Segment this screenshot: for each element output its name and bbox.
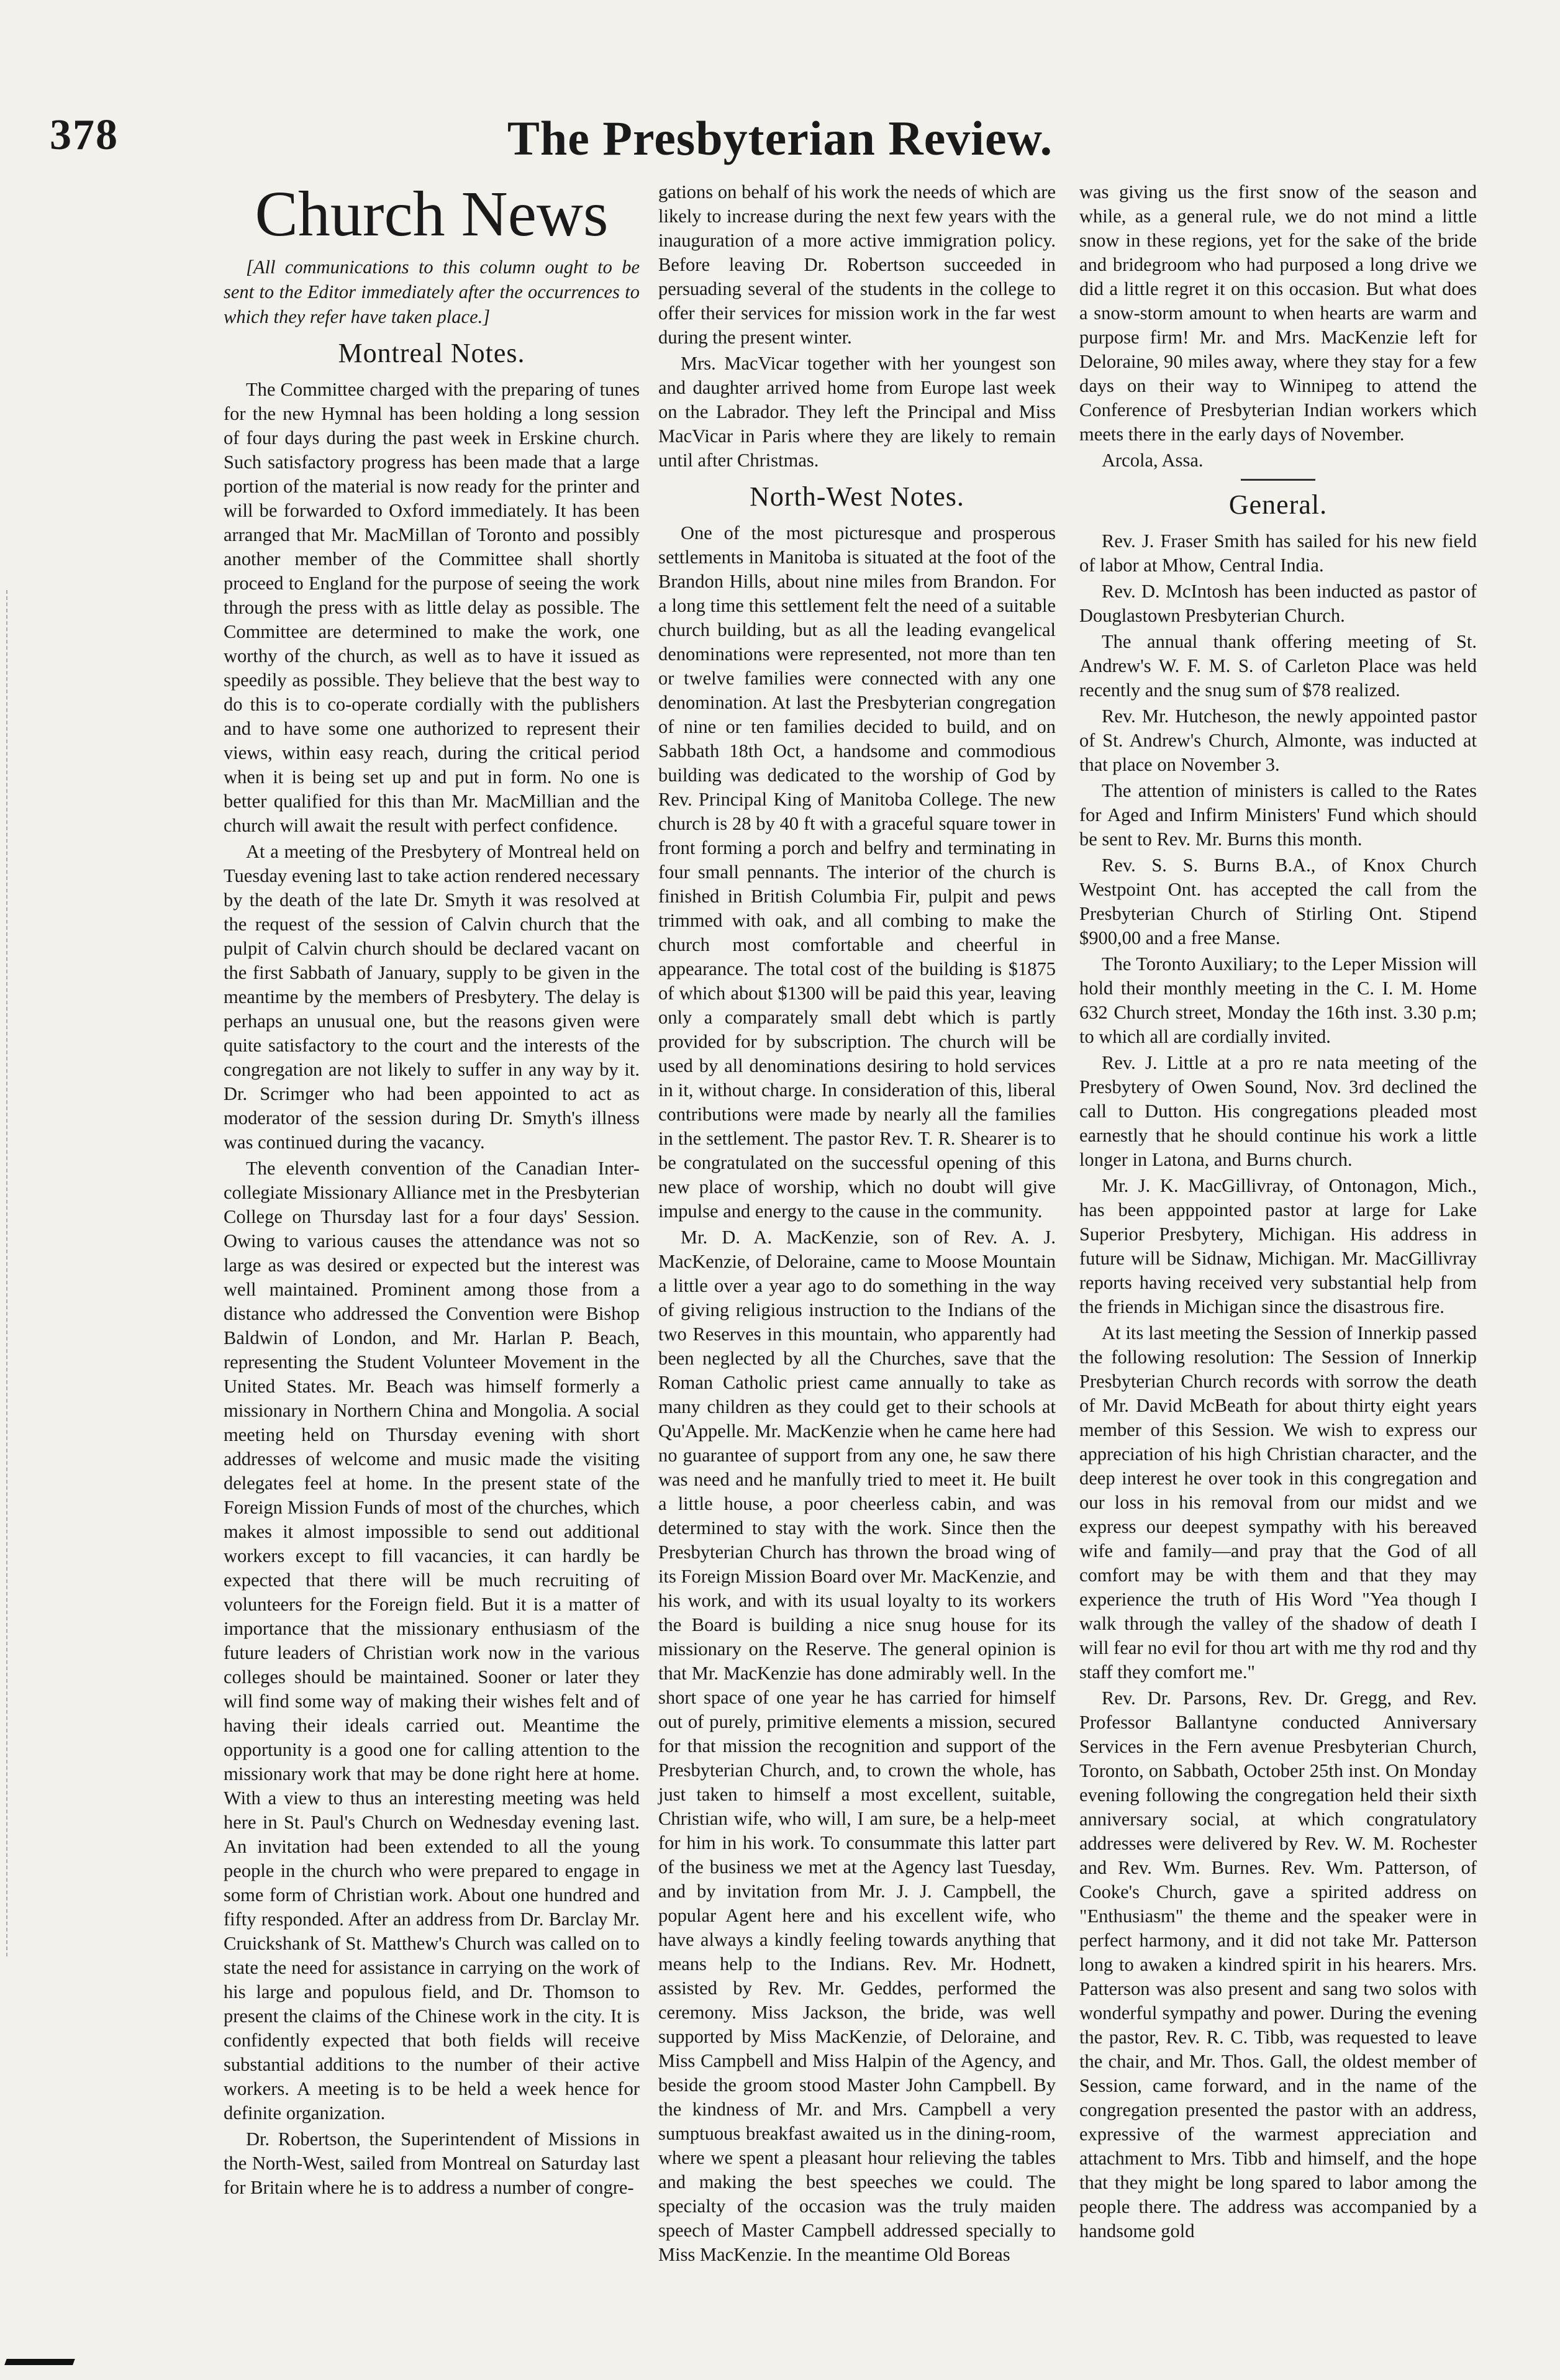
signoff-location: Arcola, Assa. [1102,450,1204,471]
article-paragraph: At its last meeting the Session of Innerkip passed the following resolution: The Session of Innerkip Presbyterian Church records with sorrow the death of Mr. David McBeath for about thirty eight years member of this Session. We wish to express our appreciation of his high Christian character, and the deep interest he over took in this congregation and our loss in his removal from our midst and we express our deepest sympathy with his bereaved wife and family—and pray that the God of all comfort may be with them and that they may experience the truth of His Word "Yea though I walk through the valley of the shadow of death I will fear no evil for thou art with me thy rod and thy staff they comfort me." [1079,1322,1477,1683]
article-paragraph: Dr. Robertson, the Superintendent of Missions in the North-West, sailed from Montreal on Saturday last for Britain where he is to address a number of congre- [224,2128,640,2198]
section-title: Church News [255,178,609,250]
article-paragraph: The Toronto Auxiliary; to the Leper Mission will hold their monthly meeting in the C. I. M. Home 632 Church street, Monday the 16th inst. 3.30 p.m; to which all are cordially invited. [1079,953,1477,1047]
column-2 [658,180,1056,2269]
article-paragraph: Mrs. MacVicar together with her youngest son and daughter arrived home from Europe last week on the Labrador. They left the Principal and Miss MacVicar in Paris where they are likely to remain until after Christmas. [658,353,1056,471]
column-3 [1079,180,1477,2245]
article-paragraph: gations on behalf of his work the needs of which are likely to increase during the next few years with the inauguration of a more active immigration policy. Before leaving Dr. Robertson succeeded in persuading several of the students in the college to offer their services for mission work in the far west during the present winter. [658,181,1056,348]
article-paragraph: Rev. J. Little at a pro re nata meeting of the Presbytery of Owen Sound, Nov. 3rd declined the call to Dutton. His congregations pleaded most earnestly that he should continue his work a little longer in Latona, and Burns church. [1079,1052,1477,1170]
article-paragraph: One of the most picturesque and prosperous settlements in Manitoba is situated at the foot of the Brandon Hills, about nine miles from Brandon. For a long time this settlement felt the need of a suitable church building, but as all the leading evangelical denominations were represented, not more than ten or twelve families were connected with any one denomination. At last the Presbyterian congregation of nine or ten families decided to build, and on Sabbath 18th Oct, a handsome and commodious building was dedicated to the worship of God by Rev. Principal King of Manitoba College. The new church is 28 by 40 ft with a graceful square tower in front forming a porch and belfry and terminating in four small pennants. The interior of the church is finished in British Columbia Fir, pulpit and pews trimmed with oak, and all combing to make the church most comfortable and cheerful in appearance. The total cost of the building is $1875 of which about $1300 will be paid this year, leaving only a comparately small debt which is partly provided for by subscription. The church will be used by all denominations desiring to hold services in it, without charge. In consideration of this, liberal contributions were made by nearly all the families in the settlement. The pastor Rev. T. R. Shearer is to be congratulated on the successful opening of this new place of worship, which no doubt will give impulse and energy to the cause in the community. [658,522,1056,1222]
article-paragraph: The attention of ministers is called to the Rates for Aged and Infirm Ministers' Fund which should be sent to Rev. Mr. Burns this month. [1079,780,1477,850]
column-1 [224,180,640,2202]
article-paragraph: Rev. S. S. Burns B.A., of Knox Church Westpoint Ont. has accepted the call from the Presbyterian Church of Stirling Ont. Stipend $900,00 and a free Manse. [1079,855,1477,948]
general-heading: General. [1228,489,1328,520]
article-paragraph: Rev. Mr. Hutcheson, the newly appointed pastor of St. Andrew's Church, Almonte, was inducted at that place on November 3. [1079,706,1477,775]
montreal-notes-heading: Montreal Notes. [338,338,525,368]
article-paragraph: Rev. Dr. Parsons, Rev. Dr. Gregg, and Rev. Professor Ballantyne conducted Anniversary Services in the Fern avenue Presbyterian Church, Toronto, on Sabbath, October 25th inst. On Monday evening following the congregation held their sixth anniversary social, at which congratulatory addresses were delivered by Rev. W. M. Rochester and Rev. Wm. Burnes. Rev. Wm. Patterson, of Cooke's Church, gave a spirited address on "Enthusiasm" the theme and the speaker were in perfect harmony, and it did not take Mr. Patterson long to awaken a kindred spirit in his hearers. Mrs. Patterson was also present and sang two solos with wonderful sympathy and power. During the evening the pastor, Rev. R. C. Tibb, was requested to leave the chair, and Mr. Thos. Gall, the oldest member of Session, came forward, and in the name of the congregation presented the pastor with an address, expressive of the warmest appreciation and attachment to Mrs. Tibb and himself, and the hope that they might be long spared to labor among the people there. The address was accompanied by a handsome gold [1079,1687,1477,2241]
divider-rule [1241,479,1315,481]
article-paragraph: Rev. D. McIntosh has been inducted as pastor of Douglastown Presbyterian Church. [1079,581,1477,626]
corner-scan-mark [4,2341,81,2365]
article-paragraph: Mr. J. K. MacGillivray, of Ontonagon, Mich., has been apppointed pastor at large for Lake Superior Presbytery, Michigan. His address in future will be Sidnaw, Michigan. Mr. MacGillivray reports having received very substantial help from the friends in Michigan since the disastrous fire. [1079,1175,1477,1317]
article-paragraph: was giving us the first snow of the season and while, as a general rule, we do not mind a little snow in these regions, yet for the sake of the bride and bridegroom who had purposed a long drive we did a little regret it on this occasion. But what does a snow-storm amount to when hearts are warm and purpose firm! Mr. and Mrs. MacKenzie left for Deloraine, 90 miles away, where they stay for a few days on their way to Winnipeg to attend the Conference of Presbyterian Indian workers which meets there in the early days of November. [1079,181,1477,445]
editor-note: [All communications to this column ought to be sent to the Editor immediately after the occurrences to which they refer have taken place.] [224,257,640,327]
article-paragraph: The Committee charged with the preparing of tunes for the new Hymnal has been holding a long session of four days during the past week in Erskine church. Such satisfactory progress has been made that a large portion of the material is now ready for the printer and will be forwarded to Oxford immediately. It has been arranged that Mr. MacMillan of Toronto and possibly another member of the Committee shall shortly proceed to England for the purpose of seeing the work through the press with as little delay as possible. The Committee are determined to make the work, one worthy of the church, as well as to have it issued as speedily as possible. They believe that the best way to do this is to co-operate cordially with the publishers and to have some one authorized to represent their views, within easy reach, during the critical period when it is being set up and put in form. No one is better qualified for this than Mr. MacMillian and the church will await the result with perfect confidence. [224,379,640,836]
margin-annotation-marks [6,590,45,1956]
page-number: 378 [50,111,119,159]
article-paragraph: The eleventh convention of the Canadian Inter-collegiate Missionary Alliance met in the Presbyterian College on Thursday last for a four days' Session. Owing to various causes the attendance was not so large as was desired or expected but the interest was well maintained. Prominent among those from a distance who addressed the Convention were Bishop Baldwin of London, and Mr. Harlan P. Beach, representing the Student Volunteer Movement in the United States. Mr. Beach was himself formerly a missionary in Northern China and Mongolia. A social meeting held on Thursday evening with short addresses of welcome and music made the visiting delegates feel at home. In the present state of the Foreign Mission Funds of most of the churches, which makes it almost impossible to send out additional workers except to fill vacancies, it can hardly be expected that there will be much recruiting of volunteers for the Foreign field. But it is a matter of importance that the missionary enthusiasm of the future leaders of Christian work now in the various colleges should be maintained. Sooner or later they will find some way of making their wishes felt and of having their ideals carried out. Meantime the opportunity is a good one for calling attention to the missionary work that may be done right here at home. With a view to thus an interesting meeting was held here in St. Paul's Church on Wednesday evening last. An invitation had been extended to all the young people in the church who were prepared to engage in some form of Christian work. About one hundred and fifty responded. After an address from Dr. Barclay Mr. Cruickshank of St. Matthew's Church was called on to state the need for assistance in carrying on the work of his large and populous field, and Dr. Thomson to present the claims of the Chinese work in the city. It is confidently expected that both fields will receive substantial additions to the number of their active workers. A meeting is to be held a week hence for definite organization. [224,1158,640,2123]
article-paragraph: Rev. J. Fraser Smith has sailed for his new field of labor at Mhow, Central India. [1079,530,1477,576]
article-paragraph: The annual thank offering meeting of St. Andrew's W. F. M. S. of Carleton Place was held recently and the snug sum of $78 realized. [1079,631,1477,701]
northwest-notes-heading: North-West Notes. [750,481,964,512]
article-paragraph: At a meeting of the Presbytery of Montreal held on Tuesday evening last to take action rendered necessary by the death of the late Dr. Smyth it was resolved at the request of the session of Calvin church that the pulpit of Calvin church should be declared vacant on the first Sabbath of January, supply to be given in the meantime by the members of Presbytery. The delay is perhaps an unusual one, but the reasons given were quite satisfactory to the court and the interests of the congregation are not likely to suffer in any way by it. Dr. Scrimger who had been appointed to act as moderator of the session during Dr. Smyth's illness was continued during the vacancy. [224,841,640,1153]
article-paragraph: Mr. D. A. MacKenzie, son of Rev. A. J. MacKenzie, of Deloraine, came to Moose Mountain a little over a year ago to do something in the way of giving religious instruction to the Indians of the two Reserves in this mountain, who apparently had been neglected by all the Churches, save that the Roman Catholic priest came annually to take as many children as they could get to their schools at Qu'Appelle. Mr. MacKenzie when he came here had no guarantee of support from any one, he saw there was need and he manfully tried to meet it. He built a little house, a poor cheerless cabin, and was determined to stay with the work. Since then the Presbyterian Church has thrown the broad wing of its Foreign Mission Board over Mr. MacKenzie, and his work, and with its usual loyalty to its workers the Board is building a nice snug house for its missionary on the Reserve. The general opinion is that Mr. MacKenzie has done admirably well. In the short space of one year he has carried for himself out of purely, primitive elements a mission, secured for that mission the recognition and support of the Presbyterian Church, and, to crown the whole, has just taken to himself a most excellent, suitable, Christian wife, who will, I am sure, be a help-meet for him in his work. To consummate this latter part of the business we met at the Agency last Tuesday, and by invitation from Mr. J. J. Campbell, the popular Agent here and his excellent wife, who have always a kindly feeling towards anything that means help to the Indians. Rev. Mr. Hodnett, assisted by Rev. Mr. Geddes, performed the ceremony. Miss Jackson, the bride, was well supported by Miss MacKenzie, of Deloraine, and Miss Campbell and Miss Halpin of the Agency, and beside the groom stood Master John Campbell. By the kindness of Mr. and Mrs. Campbell a very sumptuous breakfast awaited us in the dining-room, where we spent a pleasant hour relieving the tables and making the best speeches we could. The specialty of the occasion was the truly maiden speech of Master Campbell addressed specially to Miss MacKenzie. In the meantime Old Boreas [658,1227,1056,2265]
running-title: The Presbyterian Review. [507,111,1053,165]
